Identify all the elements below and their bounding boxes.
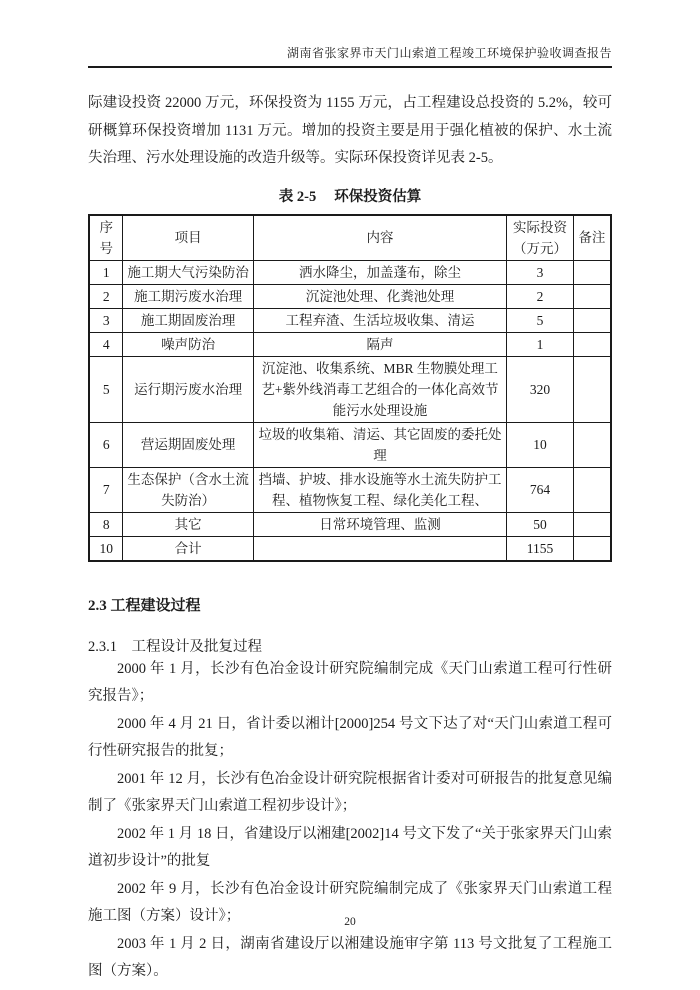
section-heading: 2.3 工程建设过程 [88,597,201,614]
cell-no: 5 [89,356,123,422]
cell-note [573,356,611,422]
table-header-row [89,215,611,261]
cell-content: 沉淀池、收集系统、MBR 生物膜处理工艺+紫外线消毒工艺组合的一体化高效节能污水处理设施 [253,356,506,422]
cell-content: 工程弃渣、生活垃圾收集、清运 [253,308,506,332]
cell-note [573,284,611,308]
page-header-title: 湖南省张家界市天门山索道工程竣工环境保护验收调查报告 [286,46,612,60]
cell-no: 3 [89,308,123,332]
cell-item: 营运期固废处理 [123,422,254,467]
timeline-paragraph: 2001 年 12 月，长沙有色冶金设计研究院根据省计委对可研报告的批复意见编制了《张家界天门山索道工程初步设计》； [88,770,612,814]
cell-no: 2 [89,284,123,308]
cell-invest: 764 [507,467,574,512]
cell-invest: 2 [507,284,574,308]
cell-content: 沉淀池处理、化粪池处理 [253,284,506,308]
table-row [89,308,611,332]
cell-no: 8 [89,512,123,536]
cell-content [253,536,506,561]
cell-content: 洒水降尘，加盖蓬布，除尘 [253,260,506,284]
table-row [89,260,611,284]
intro-paragraph: 际建设投资 22000 万元，环保投资为 1155 万元，占工程建设总投资的 5.2%，较可研概算环保投资增加 1131 万元。增加的投资主要是用于强化植被的保护、水土流失治理、污水处理设施的改造升级等。实际环保投资详见表 2-5。 [88,95,612,166]
investment-table [88,214,612,562]
table-row [89,284,611,308]
cell-note [573,308,611,332]
table-caption-title: 环保投资估算 [334,188,422,205]
timeline-paragraph: 2000 年 4 月 21 日，省计委以湘计[2000]254 号文下达了对“天门山索道工程可行性研究报告的批复； [88,715,612,759]
timeline-paragraphs [88,656,612,986]
cell-invest: 10 [507,422,574,467]
page-content [88,0,612,986]
timeline-paragraph: 2003 年 1 月 2 日，湖南省建设厅以湘建设施审字第 113 号文批复了工程施工图（方案）。 [88,935,612,979]
table-row [89,512,611,536]
cell-no: 1 [89,260,123,284]
cell-note [573,422,611,467]
page-header [88,44,612,68]
table-row-total [89,536,611,561]
cell-item: 施工期大气污染防治 [123,260,254,284]
column-header-content: 内容 [253,215,506,261]
cell-note [573,467,611,512]
cell-no: 10 [89,536,123,561]
timeline-paragraph: 2002 年 1 月 18 日，省建设厅以湘建[2002]14 号文下发了“关于张家界天门山索道初步设计”的批复 [88,825,612,869]
table-caption [88,185,612,206]
column-header-note: 备注 [573,215,611,261]
cell-content: 隔声 [253,332,506,356]
cell-item: 运行期污废水治理 [123,356,254,422]
cell-item: 施工期污废水治理 [123,284,254,308]
cell-note [573,332,611,356]
timeline-paragraph: 2000 年 1 月，长沙有色冶金设计研究院编制完成《天门山索道工程可行性研究报告》； [88,660,612,704]
table-row [89,467,611,512]
cell-item: 生态保护（含水土流失防治） [123,467,254,512]
cell-item: 合计 [123,536,254,561]
column-header-invest: 实际投资（万元） [507,215,574,261]
cell-item: 噪声防治 [123,332,254,356]
cell-invest: 320 [507,356,574,422]
table-row [89,332,611,356]
cell-note [573,536,611,561]
column-header-item: 项目 [123,215,254,261]
table-row [89,356,611,422]
cell-item: 施工期固废治理 [123,308,254,332]
timeline-paragraph: 2002 年 9 月，长沙有色冶金设计研究院编制完成了《张家界天门山索道工程施工图（方案）设计》； [88,880,612,924]
cell-no: 6 [89,422,123,467]
cell-content: 日常环境管理、监测 [253,512,506,536]
table-caption-label: 表 2-5 [278,188,317,205]
cell-invest: 5 [507,308,574,332]
cell-note [573,512,611,536]
cell-no: 7 [89,467,123,512]
page-number: 20 [344,916,356,928]
cell-no: 4 [89,332,123,356]
cell-note [573,260,611,284]
cell-content: 挡墙、护坡、排水设施等水土流失防护工程、植物恢复工程、绿化美化工程、 [253,467,506,512]
cell-invest: 3 [507,260,574,284]
cell-invest: 1155 [507,536,574,561]
table-row [89,422,611,467]
cell-invest: 50 [507,512,574,536]
column-header-no: 序号 [89,215,123,261]
cell-invest: 1 [507,332,574,356]
cell-content: 垃圾的收集箱、清运、其它固废的委托处理 [253,422,506,467]
cell-item: 其它 [123,512,254,536]
subsection-heading: 2.3.1 工程设计及批复过程 [88,638,262,655]
